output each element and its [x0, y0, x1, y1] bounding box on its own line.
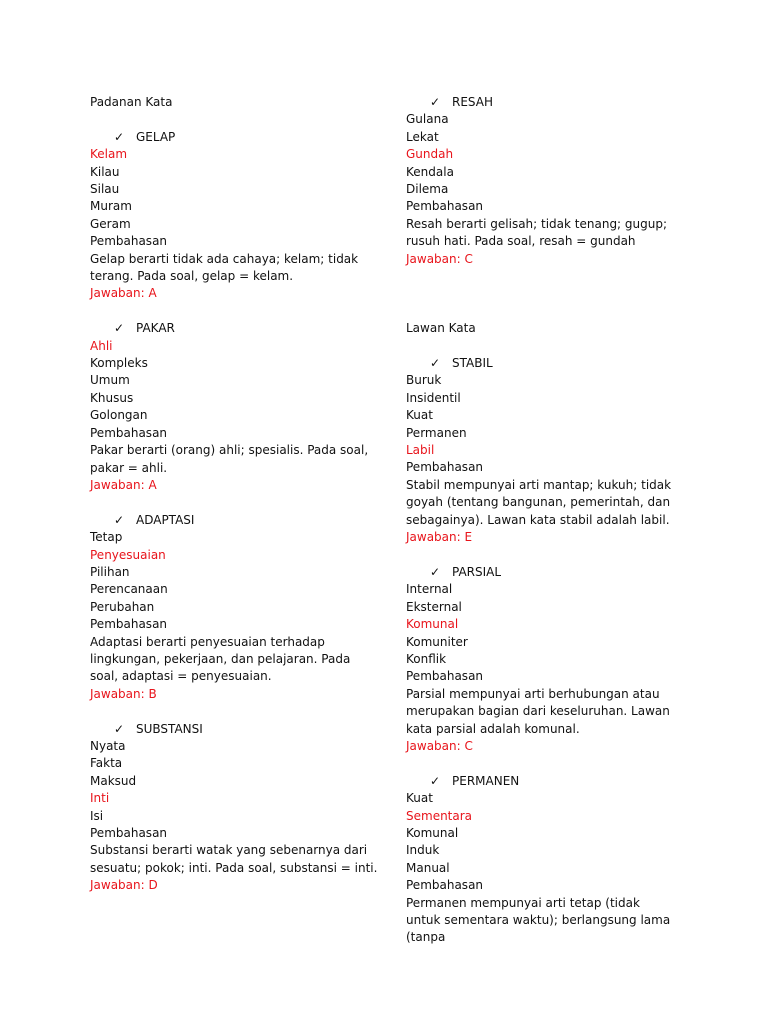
option: Konflik — [406, 651, 447, 666]
right-column — [406, 94, 676, 947]
checkmark-icon: ✓ — [114, 321, 125, 336]
option: Geram — [90, 216, 131, 231]
option: Maksud — [90, 773, 137, 788]
option: Kendala — [406, 164, 454, 179]
option: Umum — [90, 373, 130, 388]
question-term: ✓ SUBSTANSI — [90, 721, 380, 738]
answer: Jawaban: A — [90, 477, 157, 492]
answer: Jawaban: C — [406, 251, 473, 266]
option: Induk — [406, 843, 440, 858]
answer: Jawaban: E — [406, 530, 473, 545]
option: Lekat — [406, 129, 439, 144]
question-term: ✓ ADAPTASI — [90, 512, 380, 529]
section-heading-padanan-kata: Padanan Kata — [90, 95, 173, 109]
option: Komunal — [406, 825, 459, 840]
question-term: ✓ PARSIAL — [406, 564, 676, 581]
option: Kilau — [90, 164, 120, 179]
option: Perubahan — [90, 599, 155, 614]
option: Eksternal — [406, 599, 462, 614]
question-term: ✓ PERMANEN — [406, 773, 676, 790]
question-term: ✓ PAKAR — [90, 320, 380, 337]
discussion-label: Pembahasan — [406, 460, 484, 475]
option: Labil — [406, 443, 435, 458]
option: Kelam — [90, 147, 128, 162]
option: Dilema — [406, 182, 449, 197]
option: Gundah — [406, 147, 454, 162]
discussion-label: Pembahasan — [90, 826, 168, 840]
discussion-label: Pembahasan — [90, 234, 168, 249]
option: Ahli — [90, 338, 113, 353]
explanation: Adaptasi berarti penyesuaian terhadap lingkungan, pekerjaan, dan pelajaran. Pada soal, adaptasi = penyesuaian. — [90, 634, 351, 684]
option: Insidentil — [406, 390, 461, 405]
discussion-label: Pembahasan — [406, 669, 484, 684]
section-heading-lawan-kata: Lawan Kata — [406, 321, 476, 336]
answer: Jawaban: B — [90, 686, 157, 701]
checkmark-icon: ✓ — [430, 773, 441, 788]
answer: Jawaban: C — [406, 738, 473, 753]
explanation: Substansi berarti watak yang sebenarnya dari sesuatu; pokok; inti. Pada soal, substansi = inti. — [90, 843, 378, 875]
option: Isi — [90, 808, 104, 823]
option: Fakta — [90, 756, 123, 771]
option: Manual — [406, 860, 450, 875]
option: Tetap — [90, 530, 123, 545]
question-term: ✓ STABIL — [406, 355, 676, 372]
explanation: Pakar berarti (orang) ahli; spesialis. Pada soal, pakar = ahli. — [90, 443, 369, 475]
explanation: Parsial mempunyai arti berhubungan atau merupakan bagian dari keseluruhan. Lawan kata parsial adalah komunal. — [406, 686, 670, 736]
explanation: Resah berarti gelisah; tidak tenang; gugup; rusuh hati. Pada soal, resah = gundah — [406, 216, 668, 249]
explanation: Gelap berarti tidak ada cahaya; kelam; tidak terang. Pada soal, gelap = kelam. — [90, 251, 359, 284]
checkmark-icon: ✓ — [114, 129, 125, 144]
option: Silau — [90, 182, 120, 197]
option: Kuat — [406, 408, 433, 423]
option: Kuat — [406, 791, 433, 806]
option: Muram — [90, 199, 132, 214]
checkmark-icon: ✓ — [114, 721, 125, 736]
option: Kompleks — [90, 356, 148, 371]
discussion-label: Pembahasan — [90, 617, 168, 632]
option: Nyata — [90, 738, 126, 753]
option: Internal — [406, 582, 453, 597]
option: Pilihan — [90, 564, 130, 579]
question-term: ✓ RESAH — [406, 94, 676, 111]
checkmark-icon: ✓ — [430, 564, 441, 579]
checkmark-icon: ✓ — [430, 95, 441, 109]
explanation: Stabil mempunyai arti mantap; kukuh; tidak goyah (tentang bangunan, pemerintah, dan sebagainya). Lawan kata stabil adalah labil. — [406, 477, 672, 527]
answer: Jawaban: A — [90, 286, 157, 301]
option: Gulana — [406, 112, 449, 127]
checkmark-icon: ✓ — [430, 356, 441, 371]
left-column — [90, 94, 380, 895]
option: Penyesuaian — [90, 547, 166, 562]
option: Permanen — [406, 425, 467, 440]
discussion-label: Pembahasan — [90, 425, 168, 440]
option: Komunal — [406, 617, 459, 632]
option: Perencanaan — [90, 582, 168, 597]
answer: Jawaban: D — [90, 878, 158, 893]
option: Sementara — [406, 808, 473, 823]
option: Khusus — [90, 390, 134, 405]
option: Golongan — [90, 408, 148, 423]
option: Inti — [90, 791, 110, 806]
discussion-label: Pembahasan — [406, 878, 484, 893]
explanation: Permanen mempunyai arti tetap (tidak untuk sementara waktu); berlangsung lama (tanpa — [406, 895, 671, 945]
option: Buruk — [406, 373, 442, 388]
checkmark-icon: ✓ — [114, 512, 125, 527]
option: Komuniter — [406, 634, 468, 649]
question-term: ✓ GELAP — [90, 129, 380, 146]
discussion-label: Pembahasan — [406, 199, 484, 214]
